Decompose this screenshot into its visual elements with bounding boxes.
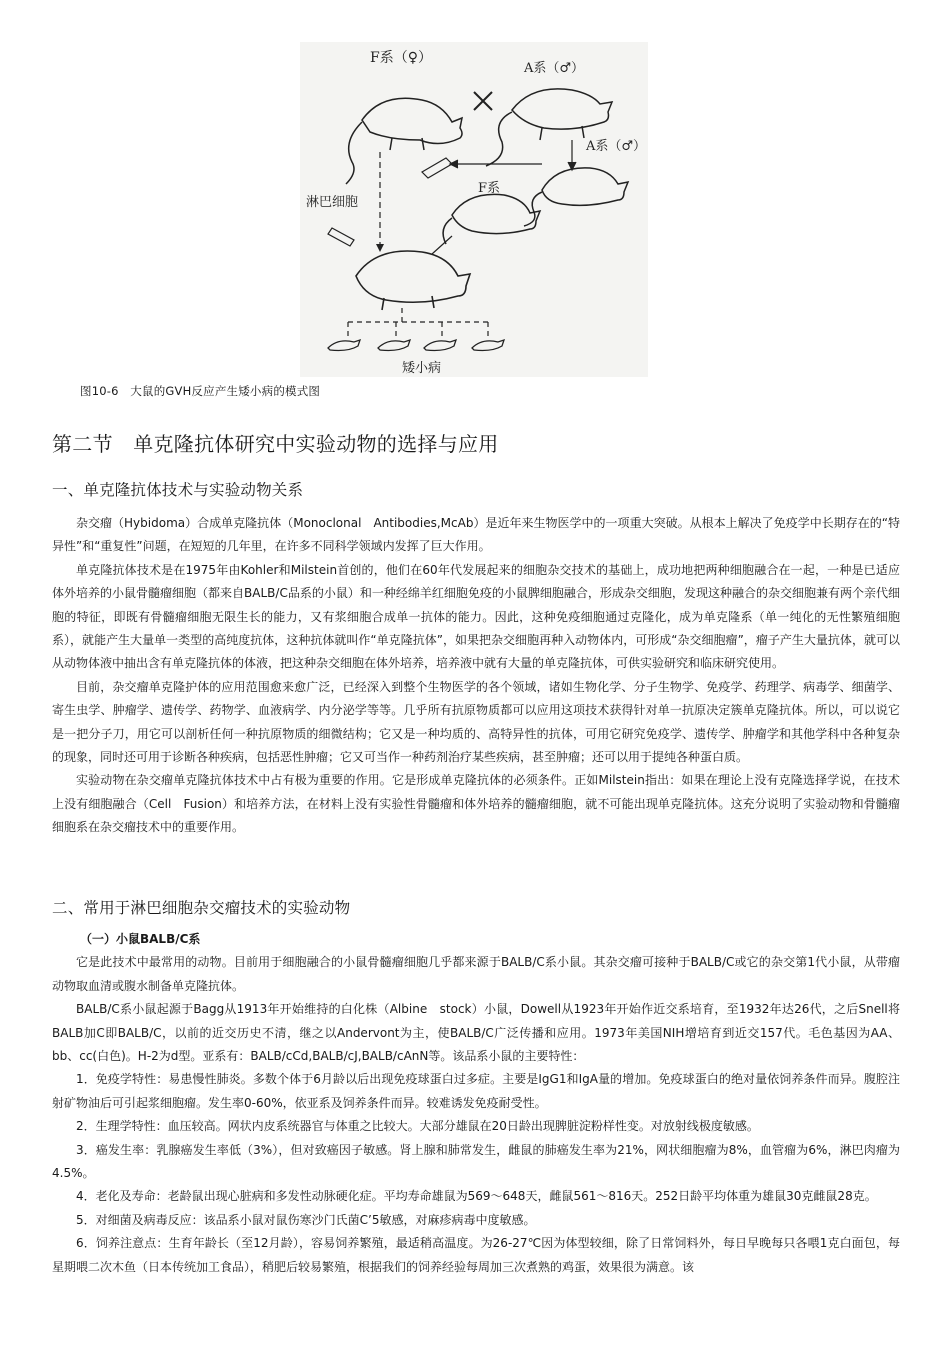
part2-body [52,928,900,1279]
paragraph: 2．生理学特性：血压较高。网状内皮系统器官与体重之比较大。大部分雄鼠在20日龄出现脾脏淀粉样性变。对放射线极度敏感。 [76,1119,759,1134]
paragraph: 目前，杂交瘤单克隆护体的应用范围愈来愈广泛，已经深入到整个生物医学的各个领域，诸如生物化学、分子生物学、免疫学、药理学、病毒学、细菌学、寄生虫学、肿瘤学、遗传学、药物学、血液病学、内分泌学等等。几乎所有抗原物质都可以应用这项技术获得针对单一抗原决定簇单克隆抗体。所以，可以说它是一把分子刀，用它可以剖析任何一种抗原物质的细微结构；它又是一种均质的、高特异性的抗体，可用它研究免疫学、遗传学、肿瘤学和其他学科中各种复杂的现象，同时还可用于诊断各种疾病，包括恶性肿瘤；它又可当作一种药剂治疗某些疾病，甚至肿瘤；还可以用于提纯各种蛋白质。 [52,679,900,765]
paragraph: BALB/C系小鼠起源于Bagg从1913年开始维持的白化株（Albine stock）小鼠，Dowell从1923年开始作近交系培育，至1932年达26代，之后Snell将BALB加C即BALB/C，以前的近交历史不清，继之以Andervont为主，使BALB/C广泛传播和应用。1973年美国NIH增培育到近交157代。毛色基因为AA、bb、cc(白色)。H-2为d型。亚系有：BALB/cCd,BALB/cJ,BALB/cAnN等。该品系小鼠的主要特性： [52,1002,900,1064]
label-dwarf: 矮小病 [402,361,442,376]
label-lymph: 淋巴细胞 [306,195,359,210]
section-title: 第二节 单克隆抗体研究中实验动物的选择与应用 [52,432,499,456]
paragraph: 实验动物在杂交瘤单克隆抗体技术中占有极为重要的作用。它是形成单克隆抗体的必须条件。正如Milstein指出：如果在理论上没有克隆选择学说，在技术上没有细胞融合（Cell Fusion）和培养方法，在材料上没有实验性骨髓瘤和体外培养的髓瘤细胞，就不可能出现单克隆抗体。这充分说明了实验动物和骨髓瘤细胞系在杂交瘤技术中的重要作用。 [52,773,900,835]
part1-body [52,512,900,840]
part1-heading: 一、单克隆抗体技术与实验动物关系 [52,481,304,499]
part2-heading: 二、常用于淋巴细胞杂交瘤技术的实验动物 [52,899,351,917]
label-f-female: F系（♀） [370,50,432,66]
gvh-diagram-svg [292,40,654,380]
label-f-strain: F系 [478,181,501,196]
label-a-male: A系（♂） [524,61,585,76]
paragraph: 5．对细菌及病毒反应：该品系小鼠对鼠伤寒沙门氏菌C’5敏感，对麻疹病毒中度敏感。 [76,1212,536,1227]
figure-gvh-diagram [292,40,654,380]
paragraph: 单克隆抗体技术是在1975年由Kohler和Milstein首创的，他们在60年代发展起来的细胞杂交技术的基础上，成功地把两种细胞融合在一起，一种是已适应体外培养的小鼠骨髓瘤细胞（都来自BALB/C品系的小鼠）和一种经绵羊红细胞免疫的小鼠脾细胞融合，形成杂交细胞，发现这种融合的杂交细胞兼有两个亲代细胞的特征，即既有骨髓瘤细胞无限生长的能力，又有浆细胞合成单一抗体的能力。因此，这种免疫细胞通过克隆化，成为单克隆系（单一纯化的无性繁殖细胞系），就能产生大量单一类型的高纯度抗体，这种抗体就叫作“单克隆抗体”，如果把杂交细胞再种入动物体内，可形成“杂交细胞瘤”，瘤子产生大量抗体，就可以从动物体液中抽出含有单克隆抗体的体液，把这种杂交细胞在体外培养，培养液中就有大量的单克隆抗体，可供实验研究和临床研究使用。 [52,562,900,671]
paragraph: 它是此技术中最常用的动物。目前用于细胞融合的小鼠骨髓瘤细胞几乎都来源于BALB/C系小鼠。其杂交瘤可接种于BALB/C或它的杂交第1代小鼠，从带瘤动物取血清或腹水制备单克隆抗体。 [52,955,900,993]
subheading-balbc: （一）小鼠BALB/C系 [80,932,201,946]
paragraph: 4．老化及寿命：老龄鼠出现心脏病和多发性动脉硬化症。平均寿命雄鼠为569～648天，雌鼠561～816天。252日龄平均体重为雄鼠30克雌鼠28克。 [76,1189,877,1204]
label-a-male-2: A系（♂） [586,139,647,154]
paragraph: 6．饲养注意点：生育年龄长（至12月龄），容易饲养繁殖，最适稍高温度。为26-27℃因为体型较细，除了日常饲料外，每日早晚每只各喂1克白面包，每星期喂二次木鱼（日本传统加工食品），稍肥后较易繁殖，根据我们的饲养经验每周加三次煮熟的鸡蛋，效果很为满意。该 [52,1236,900,1274]
paragraph: 杂交瘤（Hybidoma）合成单克隆抗体（Monoclonal Antibodies,McAb）是近年来生物医学中的一项重大突破。从根本上解决了免疫学中长期存在的“特异性”和“重复性”问题，在短短的几年里，在许多不同科学领域内发挥了巨大作用。 [52,516,900,554]
figure-caption: 图10-6 大鼠的GVH反应产生矮小病的模式图 [80,384,321,398]
paragraph: 3．癌发生率：乳腺癌发生率低（3%），但对致癌因子敏感。肾上腺和肺常发生，雌鼠的肺癌发生率为21%，网状细胞瘤为8%，血管瘤为6%，淋巴肉瘤为4.5%。 [52,1142,900,1181]
paragraph: 1．免疫学特性：易患慢性肺炎。多数个体于6月龄以后出现免疫球蛋白过多症。主要是IgG1和IgA量的增加。免疫球蛋白的绝对量依饲养条件而异。腹腔注射矿物油后可引起浆细胞瘤。发生率0-60%，依亚系及饲养条件而异。较难诱发免疫耐受性。 [52,1072,900,1110]
